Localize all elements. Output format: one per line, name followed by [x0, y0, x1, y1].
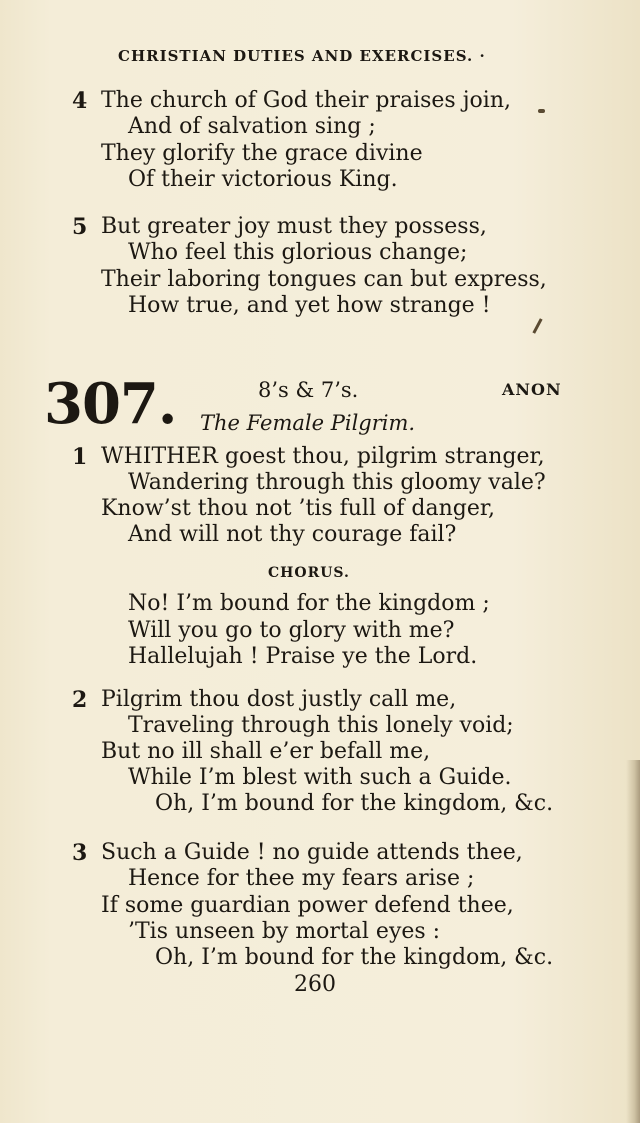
verse-line: Hence for thee my fears arise ;	[128, 866, 475, 891]
verse-line: But no ill shall e’er befall me,	[101, 739, 431, 764]
verse-line: The church of God their praises join,	[101, 88, 511, 113]
chorus-line: No! I’m bound for the kingdom ;	[128, 591, 490, 616]
stanza-number: 1	[72, 444, 88, 470]
chorus-label: CHORUS.	[268, 565, 350, 581]
refrain-line: Oh, I’m bound for the kingdom, &c.	[155, 945, 554, 970]
stanza-number: 4	[72, 88, 88, 114]
verse-line: WHITHER goest thou, pilgrim stranger,	[101, 444, 545, 469]
stanza-number: 2	[72, 687, 88, 713]
verse-line: And will not thy courage fail?	[128, 522, 457, 547]
verse-line: Who feel this glorious change;	[128, 240, 468, 265]
verse-line: Pilgrim thou dost justly call me,	[101, 687, 457, 712]
chorus-line: Will you go to glory with me?	[128, 618, 455, 643]
verse-line: Know’st thou not ’tis full of danger,	[101, 496, 495, 521]
verse-line: Of their victorious King.	[128, 167, 398, 192]
chorus-line: Hallelujah ! Praise ye the Lord.	[128, 644, 478, 669]
ink-stroke	[532, 318, 542, 334]
verse-line: Wandering through this gloomy vale?	[128, 470, 546, 495]
verse-line: Such a Guide ! no guide attends thee,	[101, 840, 523, 865]
hymn-tune: ANON	[502, 380, 562, 399]
stanza-number: 3	[72, 840, 88, 866]
verse-line: If some guardian power defend thee,	[101, 893, 514, 918]
verse-line: But greater joy must they possess,	[101, 214, 487, 239]
verse-line: Traveling through this lonely void;	[128, 713, 514, 738]
page-edge-shadow	[626, 760, 640, 1123]
hymn-meter: 8’s & 7’s.	[258, 378, 359, 402]
hymn-number: 307.	[44, 371, 177, 437]
refrain-line: Oh, I’m bound for the kingdom, &c.	[155, 791, 554, 816]
page-number: 260	[294, 972, 336, 997]
verse-line: While I’m blest with such a Guide.	[128, 765, 512, 790]
running-header: CHRISTIAN DUTIES AND EXERCISES. ·	[118, 47, 486, 65]
stanza-number: 5	[72, 214, 88, 240]
hymn-title: The Female Pilgrim.	[200, 411, 416, 435]
verse-line: They glorify the grace divine	[101, 141, 423, 166]
verse-line: Their laboring tongues can but express,	[101, 267, 547, 292]
verse-line: ’Tis unseen by mortal eyes :	[128, 919, 441, 944]
ink-speck	[538, 109, 545, 113]
verse-line: How true, and yet how strange !	[128, 293, 491, 318]
verse-line: And of salvation sing ;	[128, 114, 376, 139]
